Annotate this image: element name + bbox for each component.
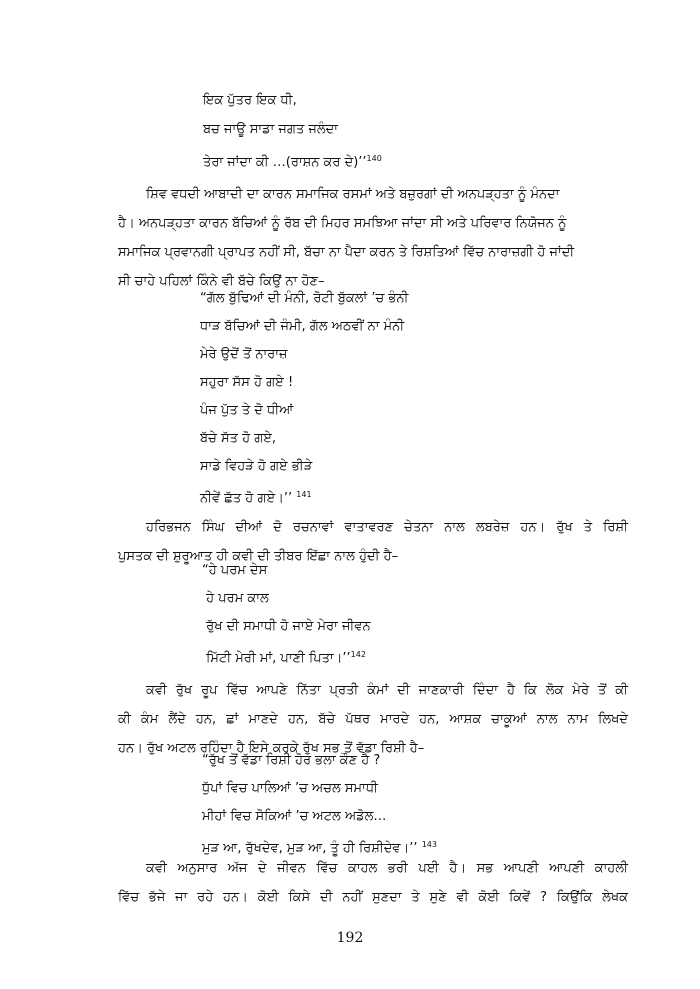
text-line: ਹੈ। ਅਨਪੜ੍ਹਤਾ ਕਾਰਨ ਬੱਚਿਆਂ ਨੂੰ ਰੱਬ ਦੀ ਮਿਹਰ ਸਮਝਿਆ ਜਾਂਦਾ ਸੀ ਅਤੇ ਪਰਿਵਾਰ ਨਿਯੋਜਨ ਨੂੰ — [118, 216, 567, 231]
text-line: ਹਰਿਭਜਨ ਸਿੰਘ ਦੀਆਂ ਦੋ ਰਚਨਾਵਾਂ ਵਾਤਾਵਰਣ ਚੇਤਨਾ ਨਾਲ ਲਬਰੇਜ਼ ਹਨ। ਰੁੱਖ ਤੇ ਰਿਸ਼ੀ — [146, 520, 628, 535]
verse-line: ਮੀਹਾਂ ਵਿਚ ਸੋਕਿਆਂ ’ਚ ਅਟਲ ਅਡੋਲ… — [202, 809, 387, 824]
verse-line: ਨੀਵੇਂ ਛੱਤ ਹੋ ਗਏ।’’ $^{141}$ — [200, 490, 312, 506]
footnote-ref: 140 — [366, 154, 382, 163]
verse-line: ਸਹੁਰਾ ਸੱਸ ਹੋ ਗਏ ! — [200, 375, 294, 390]
verse-line: ਮਿੱਟੀ ਮੇਰੀ ਮਾਂ, ਪਾਣੀ ਪਿਤਾ।’’$^{142}$ — [202, 650, 366, 666]
verse-line: ਪੰਜ ਪੁੱਤ ਤੇ ਦੋ ਧੀਆਂ — [200, 403, 294, 418]
verse-line: “ਹੇ ਪਰਮ ਦੇਸ — [202, 563, 268, 578]
verse-line: “ਗੱਲ ਬੁੱਢਿਆਂ ਦੀ ਮੰਨੀ, ਰੋਟੀ ਬੁੱਕਲਾਂ ’ਚ ਭੰਨੀ — [200, 291, 409, 306]
verse-line: ਸਾਡੇ ਵਿਹੜੇ ਹੋ ਗਏ ਭੀੜੇ — [200, 459, 313, 474]
text-line: ਵਿੱਚ ਭੱਜੇ ਜਾ ਰਹੇ ਹਨ। ਕੋਈ ਕਿਸੇ ਦੀ ਨਹੀਂ ਸੁਣਦਾ ਤੇ ਸੁਣੇ ਵੀ ਕੋਈ ਕਿਵੇਂ ? ਕਿਉਂਕਿ ਲੇਖਕ — [118, 890, 628, 905]
verse-line: ਬਚ ਜਾਊ ਸਾਡਾ ਜਗਤ ਜਲੰਦਾ — [203, 122, 339, 137]
page-number: 192 — [336, 930, 364, 946]
text-line: ਕਵੀ ਰੁੱਖ ਰੂਪ ਵਿੱਚ ਆਪਣੇ ਨਿੱਤਾ ਪ੍ਰਤੀ ਕੰਮਾਂ ਦੀ ਜਾਣਕਾਰੀ ਦਿੰਦਾ ਹੈ ਕਿ ਲੋਕ ਮੇਰੇ ਤੋਂ ਕੀ — [146, 683, 628, 698]
footnote-ref: 142 — [350, 650, 366, 659]
verse-line: ਧਾੜ ਬੱਚਿਆਂ ਦੀ ਜੰਮੀ, ਗੱਲ ਅਠਵੀਂ ਨਾ ਮੰਨੀ — [200, 319, 405, 334]
body-paragraph — [118, 854, 628, 912]
verse-line: ਹੇ ਪਰਮ ਕਾਲ — [202, 591, 269, 606]
verse-line: ਰੁੱਖ ਦੀ ਸਮਾਧੀ ਹੋ ਜਾਏ ਮੇਰਾ ਜੀਵਨ — [202, 619, 371, 634]
text-line: ਕਵੀ ਅਨੁਸਾਰ ਅੱਜ ਦੇ ਜੀਵਨ ਵਿੱਚ ਕਾਹਲ ਭਰੀ ਪਈ ਹੈ। ਸਭ ਆਪਣੀ ਆਪਣੀ ਕਾਹਲੀ — [146, 861, 628, 876]
body-paragraph — [118, 676, 628, 763]
verse-line: ਮੁੜ ਆ, ਰੁੱਖਦੇਵ, ਮੁੜ ਆ, ਤੂੰ ਹੀ ਰਿਸ਼ੀਦੇਵ।’’ $^{143}$ — [202, 840, 437, 856]
body-paragraph — [118, 513, 628, 571]
verse-line: ਧੁੱਪਾਂ ਵਿਚ ਪਾਲਿਆਂ ’ਚ ਅਚਲ ਸਮਾਧੀ — [202, 781, 378, 796]
footnote-ref: 143 — [421, 840, 437, 849]
text-line: ਪੁਸਤਕ ਦੀ ਸ਼ੁਰੂਆਤ ਹੀ ਕਵੀ ਦੀ ਤੀਬਰ ਇੱਛਾ ਨਾਲ ਹੁੰਦੀ ਹੈ– — [118, 549, 399, 564]
text-line: ਕੀ ਕੰਮ ਲੈਂਦੇ ਹਨ, ਛਾਂ ਮਾਣਦੇ ਹਨ, ਬੱਚੇ ਪੱਥਰ ਮਾਰਦੇ ਹਨ, ਆਸ਼ਕ ਚਾਕੂਆਂ ਨਾਲ ਨਾਮ ਲਿਖਦੇ — [118, 712, 628, 727]
text-line: ਸਮਾਜਿਕ ਪ੍ਰਵਾਨਗੀ ਪ੍ਰਾਪਤ ਨਹੀਂ ਸੀ, ਬੱਚਾ ਨਾ ਪੈਦਾ ਕਰਨ ਤੇ ਰਿਸ਼ਤਿਆਂ ਵਿੱਚ ਨਾਰਾਜ਼ਗੀ ਹੋ ਜਾਂਦੀ — [118, 245, 575, 260]
verse-line: “ਰੁੱਖ ਤੋਂ ਵੱਡਾ ਰਿਸ਼ੀ ਹੋਰ ਭਲਾ ਕੌਣ ਹੈ ? — [202, 753, 381, 768]
verse-line: ਇਕ ਪੁੱਤਰ ਇਕ ਧੀ, — [203, 93, 297, 108]
text-line: ਸੀ ਚਾਹੇ ਪਹਿਲਾਂ ਕਿੰਨੇ ਵੀ ਬੱਚੇ ਕਿਉਂ ਨਾ ਹੋਣ– — [118, 274, 325, 289]
verse-line: ਬੱਚੇ ਸੱਤ ਹੋ ਗਏ, — [200, 431, 277, 446]
text-line: ਹਨ। ਰੁੱਖ ਅਟਲ ਰਹਿੰਦਾ ਹੈ ਇਸੇ ਕਰਕੇ ਰੁੱਖ ਸਭ ਤੋਂ ਵੱਡਾ ਰਿਸ਼ੀ ਹੈ– — [118, 741, 425, 756]
footnote-ref: 141 — [296, 490, 312, 499]
verse-line: ਤੇਰਾ ਜਾਂਦਾ ਕੀ …(ਰਾਸ਼ਨ ਕਰ ਦੇ)’’$^{140}$ — [203, 154, 382, 170]
verse-line: ਮੇਰੇ ਉਦੋਂ ਤੋਂ ਨਾਰਾਜ਼ — [200, 347, 288, 362]
text-line: ਸ਼ਿਵ ਵਧਦੀ ਆਬਾਦੀ ਦਾ ਕਾਰਨ ਸਮਾਜਿਕ ਰਸਮਾਂ ਅਤੇ ਬਜ਼ੁਰਗਾਂ ਦੀ ਅਨਪੜ੍ਹਤਾ ਨੂੰ ਮੰਨਦਾ — [146, 187, 560, 202]
body-paragraph — [118, 180, 628, 296]
